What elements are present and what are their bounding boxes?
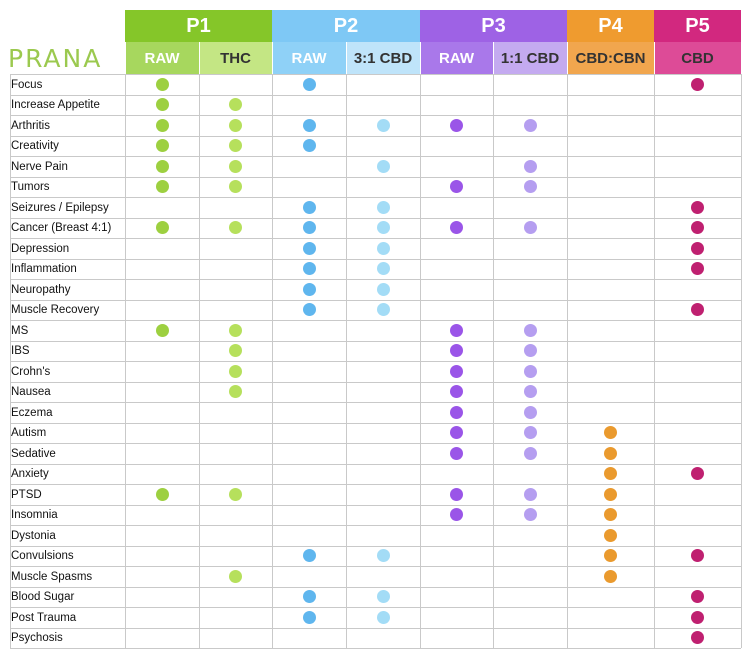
grid-row-line bbox=[10, 443, 741, 444]
indicator-dot bbox=[604, 570, 617, 583]
indicator-dot bbox=[524, 324, 537, 337]
indicator-dot bbox=[377, 303, 390, 316]
condition-label: Psychosis bbox=[11, 632, 63, 644]
indicator-dot bbox=[229, 180, 242, 193]
grid-row-line bbox=[10, 382, 741, 383]
grid-row-line bbox=[10, 484, 741, 485]
condition-label: Neuropathy bbox=[11, 283, 71, 296]
indicator-dot bbox=[303, 221, 316, 234]
indicator-dot bbox=[450, 119, 463, 132]
column-header: 1:1 CBD bbox=[493, 42, 567, 74]
condition-label: Convulsions bbox=[11, 550, 74, 562]
grid-row-line bbox=[10, 341, 741, 342]
condition-label: Blood Sugar bbox=[11, 591, 75, 603]
indicator-dot bbox=[156, 160, 169, 173]
indicator-dot bbox=[604, 508, 617, 521]
condition-label: Inflammation bbox=[11, 263, 77, 275]
grid-row-line bbox=[10, 607, 741, 608]
indicator-dot bbox=[604, 529, 617, 542]
condition-label: Increase Appetite bbox=[11, 99, 100, 111]
condition-label: Muscle Spasms bbox=[11, 570, 93, 583]
condition-label: Post Trauma bbox=[11, 611, 77, 624]
indicator-dot bbox=[229, 324, 242, 337]
indicator-dot bbox=[156, 488, 169, 501]
indicator-dot bbox=[229, 570, 242, 583]
indicator-dot bbox=[450, 324, 463, 337]
grid-row-line bbox=[10, 136, 741, 137]
grid-row-line bbox=[10, 320, 741, 321]
column-header: 3:1 CBD bbox=[346, 42, 420, 74]
condition-label: Creativity bbox=[11, 140, 59, 152]
indicator-dot bbox=[377, 611, 390, 624]
indicator-dot bbox=[524, 385, 537, 398]
indicator-dot bbox=[229, 221, 242, 234]
indicator-dot bbox=[229, 139, 242, 152]
indicator-dot bbox=[450, 406, 463, 419]
indicator-dot bbox=[156, 221, 169, 234]
indicator-dot bbox=[691, 78, 704, 91]
condition-label: Focus bbox=[11, 78, 43, 91]
indicator-dot bbox=[303, 78, 316, 91]
grid-col-line bbox=[654, 74, 655, 648]
condition-label: Muscle Recovery bbox=[11, 304, 100, 316]
indicator-dot bbox=[377, 242, 390, 255]
grid-row-line bbox=[10, 156, 741, 157]
indicator-dot bbox=[377, 549, 390, 562]
group-header-p4: P4 bbox=[567, 10, 654, 42]
indicator-dot bbox=[303, 611, 316, 624]
indicator-dot bbox=[524, 160, 537, 173]
header-divider bbox=[420, 42, 421, 74]
header-divider bbox=[272, 42, 273, 74]
condition-label: Seizures / Epilepsy bbox=[11, 201, 109, 214]
condition-label: Depression bbox=[11, 242, 70, 255]
indicator-dot bbox=[303, 590, 316, 603]
indicator-dot bbox=[691, 303, 704, 316]
indicator-dot bbox=[604, 426, 617, 439]
grid-col-line bbox=[567, 74, 568, 648]
indicator-dot bbox=[524, 180, 537, 193]
group-header-p2: P2 bbox=[272, 10, 420, 42]
indicator-dot bbox=[604, 549, 617, 562]
group-header-p5: P5 bbox=[654, 10, 741, 42]
indicator-dot bbox=[377, 590, 390, 603]
condition-label: Anxiety bbox=[11, 468, 49, 480]
grid-row-line bbox=[10, 300, 741, 301]
condition-label: Arthritis bbox=[11, 119, 50, 132]
group-header-p3: P3 bbox=[420, 10, 567, 42]
grid-row-line bbox=[10, 95, 741, 96]
indicator-dot bbox=[691, 262, 704, 275]
indicator-dot bbox=[450, 385, 463, 398]
indicator-dot bbox=[524, 488, 537, 501]
indicator-dot bbox=[450, 488, 463, 501]
grid-row-line bbox=[10, 566, 741, 567]
indicator-dot bbox=[691, 590, 704, 603]
indicator-dot bbox=[377, 262, 390, 275]
grid-col-line bbox=[493, 74, 494, 648]
condition-label: Tumors bbox=[11, 181, 50, 193]
indicator-dot bbox=[229, 98, 242, 111]
indicator-dot bbox=[377, 160, 390, 173]
condition-label: PTSD bbox=[11, 488, 42, 501]
column-header: RAW bbox=[125, 42, 199, 74]
indicator-dot bbox=[604, 447, 617, 460]
indicator-dot bbox=[450, 180, 463, 193]
column-header: CBD:CBN bbox=[567, 42, 654, 74]
condition-label: MS bbox=[11, 324, 29, 337]
column-header: RAW bbox=[272, 42, 346, 74]
indicator-dot bbox=[377, 201, 390, 214]
indicator-dot bbox=[229, 119, 242, 132]
indicator-dot bbox=[691, 221, 704, 234]
grid-row-line bbox=[10, 402, 741, 403]
indicator-dot bbox=[303, 201, 316, 214]
indicator-dot bbox=[303, 262, 316, 275]
grid-row-line bbox=[10, 74, 741, 75]
column-header: RAW bbox=[420, 42, 493, 74]
indicator-dot bbox=[604, 488, 617, 501]
indicator-dot bbox=[524, 406, 537, 419]
grid-row-line bbox=[10, 505, 741, 506]
indicator-dot bbox=[229, 488, 242, 501]
indicator-dot bbox=[156, 324, 169, 337]
header-divider bbox=[567, 42, 568, 74]
column-header: THC bbox=[199, 42, 272, 74]
grid-row-line bbox=[10, 525, 741, 526]
indicator-dot bbox=[303, 139, 316, 152]
indicator-dot bbox=[691, 549, 704, 562]
indicator-dot bbox=[156, 180, 169, 193]
indicator-dot bbox=[691, 201, 704, 214]
indicator-dot bbox=[524, 119, 537, 132]
condition-label: Nausea bbox=[11, 386, 51, 398]
grid-row-line bbox=[10, 628, 741, 629]
grid-row-line bbox=[10, 361, 741, 362]
indicator-dot bbox=[303, 303, 316, 316]
indicator-dot bbox=[450, 447, 463, 460]
indicator-dot bbox=[604, 467, 617, 480]
column-header: CBD bbox=[654, 42, 741, 74]
indicator-dot bbox=[450, 426, 463, 439]
indicator-dot bbox=[524, 447, 537, 460]
indicator-dot bbox=[524, 426, 537, 439]
grid-col-line bbox=[272, 74, 273, 648]
condition-label: Crohn's bbox=[11, 365, 51, 378]
condition-label: Eczema bbox=[11, 406, 53, 419]
condition-label: Cancer (Breast 4:1) bbox=[11, 222, 112, 234]
grid-row-line bbox=[10, 115, 741, 116]
grid-row-line bbox=[10, 238, 741, 239]
grid-row-line bbox=[10, 177, 741, 178]
grid-row-line bbox=[10, 648, 741, 649]
condition-label: Sedative bbox=[11, 447, 56, 460]
indicator-dot bbox=[450, 508, 463, 521]
header-divider bbox=[125, 42, 126, 74]
condition-label: Nerve Pain bbox=[11, 160, 68, 173]
grid-row-line bbox=[10, 259, 741, 260]
indicator-dot bbox=[450, 221, 463, 234]
indicator-dot bbox=[156, 78, 169, 91]
indicator-dot bbox=[229, 385, 242, 398]
indicator-dot bbox=[377, 119, 390, 132]
grid-row-line bbox=[10, 587, 741, 588]
indicator-dot bbox=[303, 549, 316, 562]
header-divider bbox=[741, 42, 742, 74]
prana-logo: PRANA bbox=[8, 44, 103, 73]
indicator-dot bbox=[524, 344, 537, 357]
indicator-dot bbox=[450, 365, 463, 378]
indicator-dot bbox=[524, 508, 537, 521]
indicator-dot bbox=[229, 365, 242, 378]
indicator-dot bbox=[303, 119, 316, 132]
grid-row-line bbox=[10, 423, 741, 424]
grid-col-line bbox=[125, 74, 126, 648]
grid-row-line bbox=[10, 218, 741, 219]
header-divider bbox=[199, 42, 200, 74]
header-divider bbox=[346, 42, 347, 74]
indicator-dot bbox=[691, 242, 704, 255]
grid-row-line bbox=[10, 464, 741, 465]
grid-row-line bbox=[10, 197, 741, 198]
indicator-dot bbox=[229, 344, 242, 357]
condition-label: Dystonia bbox=[11, 529, 56, 542]
grid-row-line bbox=[10, 279, 741, 280]
indicator-dot bbox=[377, 221, 390, 234]
indicator-dot bbox=[450, 344, 463, 357]
indicator-dot bbox=[691, 631, 704, 644]
condition-label: Autism bbox=[11, 427, 47, 439]
indicator-dot bbox=[303, 242, 316, 255]
indicator-dot bbox=[156, 98, 169, 111]
grid-col-line bbox=[199, 74, 200, 648]
indicator-dot bbox=[156, 139, 169, 152]
indicator-dot bbox=[303, 283, 316, 296]
grid-col-line bbox=[741, 74, 742, 648]
indicator-dot bbox=[524, 221, 537, 234]
indicator-dot bbox=[156, 119, 169, 132]
indicator-dot bbox=[377, 283, 390, 296]
grid-col-line bbox=[420, 74, 421, 648]
grid-col-line bbox=[346, 74, 347, 648]
header-divider bbox=[493, 42, 494, 74]
condition-label: Insomnia bbox=[11, 509, 58, 521]
indicator-dot bbox=[524, 365, 537, 378]
indicator-dot bbox=[691, 611, 704, 624]
indicator-dot bbox=[691, 467, 704, 480]
header-divider bbox=[654, 42, 655, 74]
indicator-dot bbox=[229, 160, 242, 173]
grid-row-line bbox=[10, 546, 741, 547]
condition-label: IBS bbox=[11, 345, 30, 357]
group-header-p1: P1 bbox=[125, 10, 272, 42]
